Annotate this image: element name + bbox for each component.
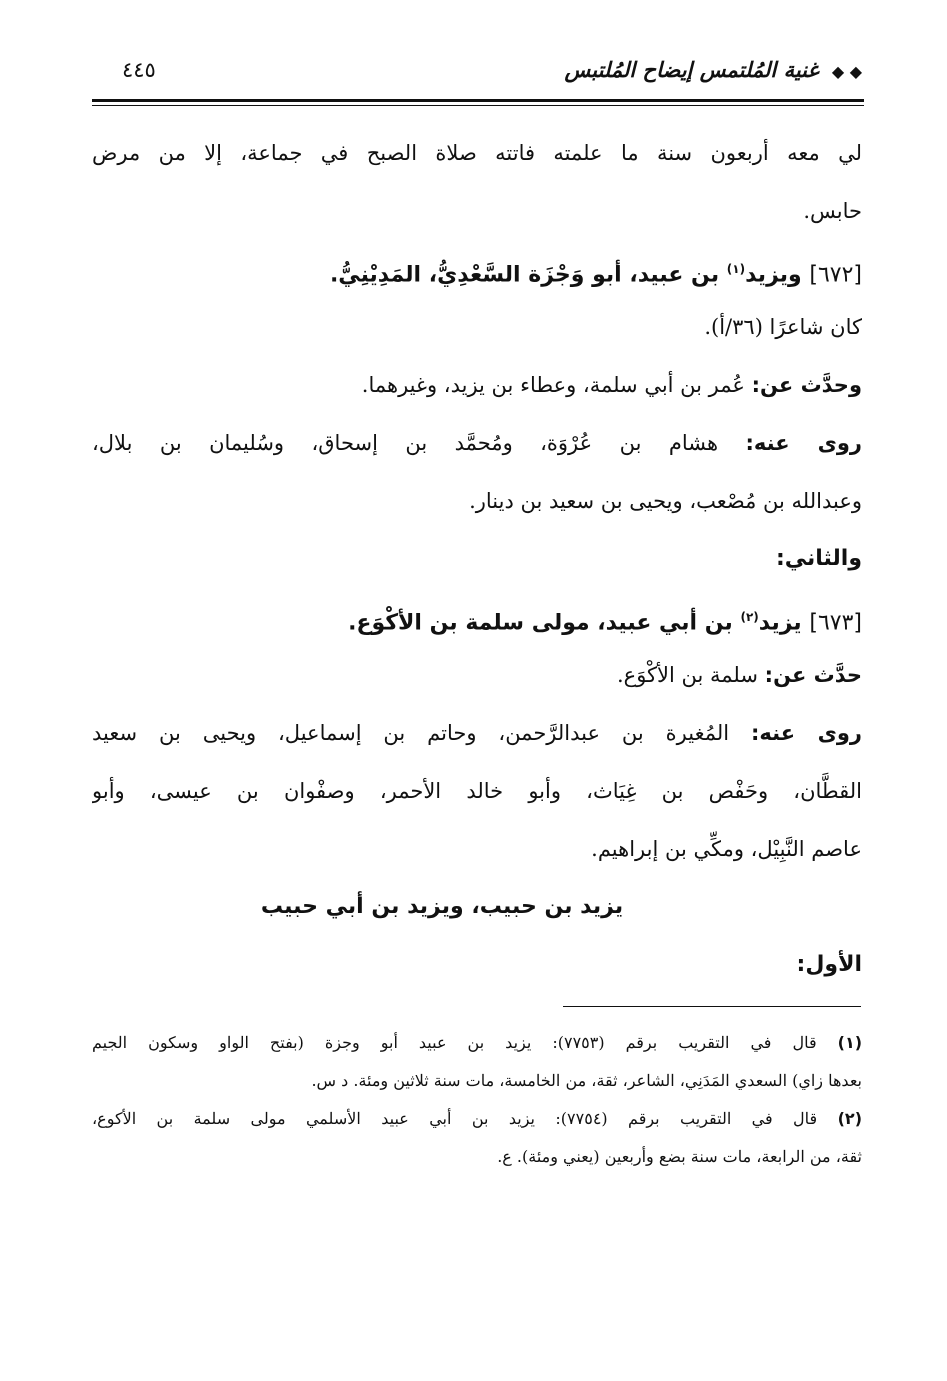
header-rule-thick [92,99,864,102]
text-line: حابس. [803,199,862,223]
footnote-separator [563,1006,861,1007]
footnotes [92,1024,862,1176]
footnote-text: قال في التقريب برقم (٧٧٥٤): يزيد بن أبي عبيد الأسلمي مولى سلمة بن الأكوع، [92,1109,818,1128]
text-line: القطَّان، وحَفْص بن غِيَاث، وأبو خالد الأحمر، وصفْوان بن عيسى، وأبو [92,779,862,803]
entry-name-start: ويزيد [745,262,802,288]
section-heading: يزيد بن حبيب، ويزيد بن أبي حبيب [260,894,624,919]
footnote-ref: (١) [726,262,746,276]
narrators-text: المُغيرة بن عبدالرَّحمن، وحاتم بن إسماعيل، ويحيى بن سعيد [92,721,730,745]
text-line: عاصم النَّبِيْل، ومكِّي بن إبراهيم. [591,837,862,861]
footnote-text: قال في التقريب برقم (٧٧٥٣): يزيد بن عبيد أبو وجزة (بفتح الواو وسكون الجيم [92,1033,817,1052]
entry-673-narrators [92,704,862,762]
entry-672-heading [92,240,862,298]
footnote-1-cont: بعدها زاي) السعدي المَدَنِي، الشاعر، ثقة، من الخامسة، مات سنة ثلاثين ومئة. د س. [311,1071,862,1090]
footnote-2-cont: ثقة، من الرابعة، مات سنة بضع وأربعين (يعني ومئة). ع. [497,1147,862,1166]
narrators-text: هشام بن عُرْوَة، ومُحمَّد بن إسحاق، وسُليمان بن بلال، [92,431,719,455]
text-line: وعبدالله بن مُصْعب، ويحيى بن سعيد بن دينار. [469,489,862,513]
first-label: الأول: [796,952,862,977]
narrated-from-text: عُمر بن أبي سلمة، وعطاء بن يزيد، وغيرهما. [361,373,745,397]
entry-673-heading [92,588,862,646]
entry-name-rest: بن أبي عبيد، مولى سلمة بن الأكْوَع. [348,610,733,636]
book-title-text: غنية المُلتمس إيضاح المُلتبس [564,58,819,82]
narrated-from-label: وحدَّث عن: [751,373,862,397]
entry-672-narrators [92,414,862,472]
main-text [92,124,862,994]
footnote-2 [92,1100,862,1138]
footnote-ref: (٢) [740,610,759,624]
header-rule-thin [92,105,864,106]
narrated-from-label: حدَّث عن: [764,663,862,687]
narrators-label: روى عنه: [751,721,862,745]
book-title [564,58,862,82]
footnote-number: (٢) [837,1109,862,1128]
entry-673-narrated-from [92,646,862,704]
narrated-from-text: سلمة بن الأكْوَع. [616,663,758,687]
entry-number: [٦٧٢] [809,262,862,288]
entry-number: [٦٧٣] [809,610,862,636]
running-header [92,58,862,94]
footnote-number: (١) [837,1033,862,1052]
entry-name-rest: بن عبيد، أبو وَجْزَة السَّعْدِيُّ، المَدِيْنِيُّ. [329,262,720,288]
text-line: لي معه أربعون سنة ما علمته فاتته صلاة الصبح في جماعة، إلا من مرض [92,141,862,165]
entry-name-start: يزيد [758,610,802,636]
entry-672-narrated-from [92,356,862,414]
page-number: ٤٤٥ [122,58,156,82]
footnote-1 [92,1024,862,1062]
diamond-ornament-icon: ◆ ◆ [831,62,862,81]
second-label: والثاني: [775,546,862,571]
entry-672-note: كان شاعرًا (٣٦/أ). [704,315,862,339]
narrators-label: روى عنه: [745,431,862,455]
